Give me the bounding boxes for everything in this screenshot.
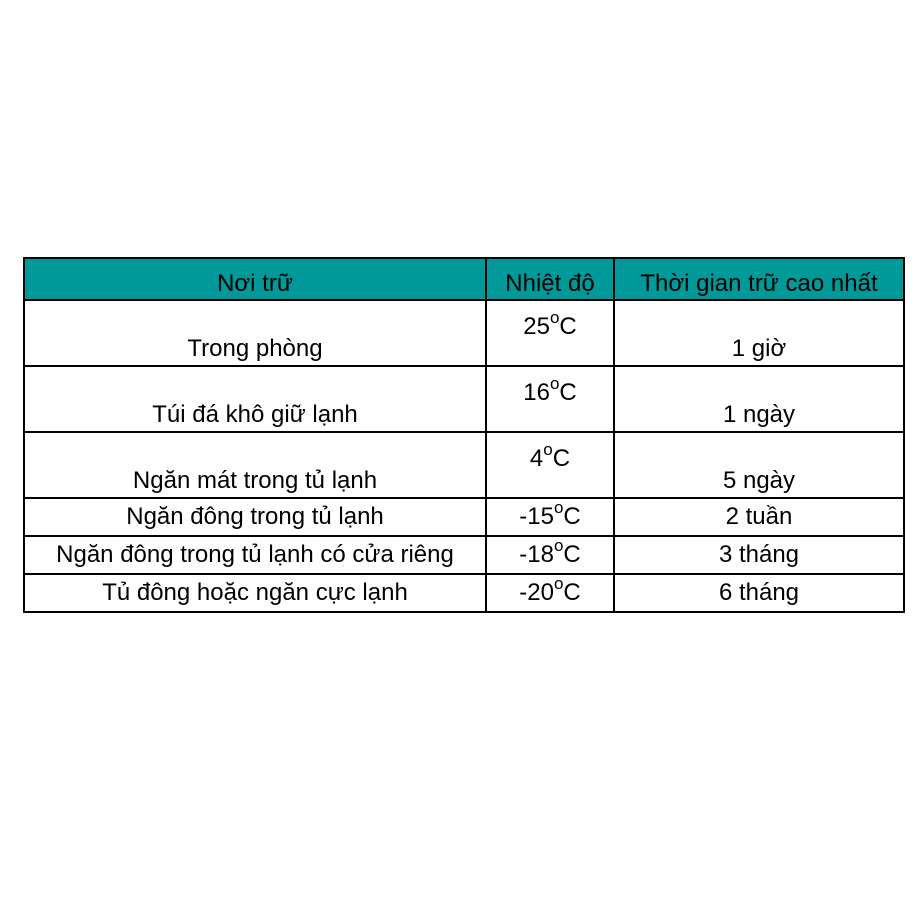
degree-symbol: o [553, 574, 564, 593]
cell-duration: 2 tuần [614, 498, 904, 536]
table-header [24, 258, 904, 300]
degree-symbol: o [553, 498, 564, 517]
cell-location: Ngăn mát trong tủ lạnh [24, 432, 486, 498]
table-row [24, 300, 904, 366]
temp-value: 16 [523, 379, 550, 406]
cell-location: Tủ đông hoặc ngăn cực lạnh [24, 574, 486, 612]
cell-duration: 6 tháng [614, 574, 904, 612]
header-duration: Thời gian trữ cao nhất [614, 258, 904, 300]
table-row [24, 536, 904, 574]
cell-duration: 1 giờ [614, 300, 904, 366]
storage-table [23, 257, 905, 613]
cell-duration: 5 ngày [614, 432, 904, 498]
cell-location: Ngăn đông trong tủ lạnh [24, 498, 486, 536]
temp-unit: C [563, 579, 581, 606]
temp-value: -15 [519, 503, 554, 530]
temp-value: -20 [519, 579, 554, 606]
temp-value: -18 [519, 541, 554, 568]
table-row [24, 432, 904, 498]
degree-symbol: o [553, 536, 564, 555]
cell-temperature [486, 574, 614, 612]
degree-symbol: o [549, 308, 560, 327]
temp-value: 25 [523, 313, 550, 340]
header-location: Nơi trữ [24, 258, 486, 300]
cell-temperature [486, 432, 614, 498]
cell-duration: 3 tháng [614, 536, 904, 574]
temp-unit: C [559, 313, 577, 340]
cell-duration: 1 ngày [614, 366, 904, 432]
temp-unit: C [552, 445, 571, 472]
degree-symbol: o [549, 374, 560, 393]
cell-temperature [486, 366, 614, 432]
temp-unit: C [559, 379, 577, 406]
table-body [24, 300, 904, 612]
cell-location: Túi đá khô giữ lạnh [24, 366, 486, 432]
header-row [24, 258, 904, 300]
header-temperature: Nhiệt độ [486, 258, 614, 300]
degree-symbol: o [543, 440, 553, 459]
cell-location: Ngăn đông trong tủ lạnh có cửa riêng [24, 536, 486, 574]
table-row [24, 498, 904, 536]
table-row [24, 366, 904, 432]
cell-temperature [486, 498, 614, 536]
temp-value: 4 [529, 445, 544, 472]
cell-temperature [486, 300, 614, 366]
cell-temperature [486, 536, 614, 574]
temp-unit: C [563, 503, 581, 530]
temp-unit: C [563, 541, 581, 568]
cell-location: Trong phòng [24, 300, 486, 366]
table-row [24, 574, 904, 612]
